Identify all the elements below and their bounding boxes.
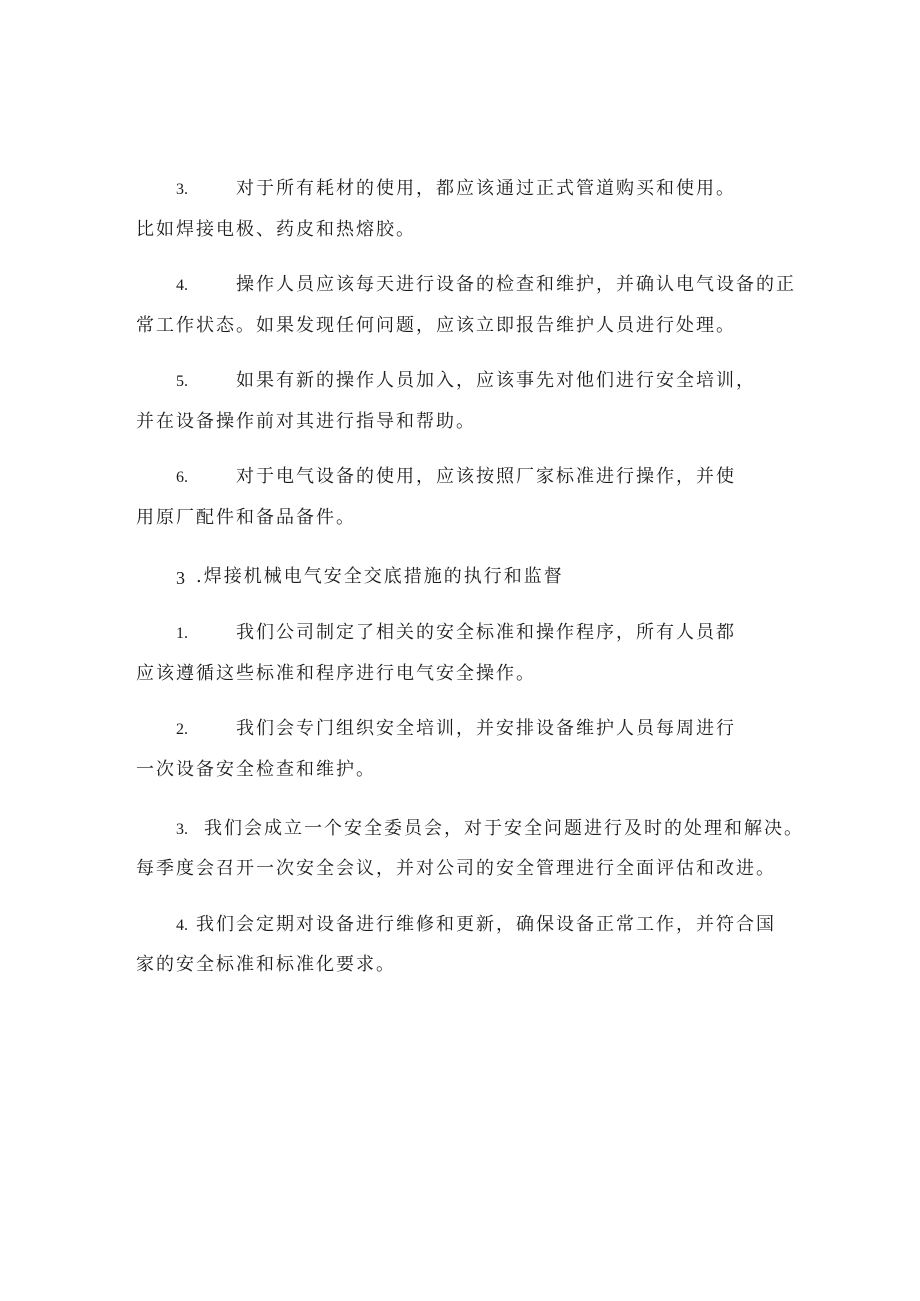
list-number: 3. xyxy=(176,181,188,198)
list-number: 6. xyxy=(176,469,188,486)
list-item-line: 我们公司制定了相关的安全标准和操作程序，所有人员都 xyxy=(236,622,736,643)
list-item-line: 一次设备安全检查和维护。 xyxy=(136,759,376,780)
list-item-line: 家的安全标准和标准化要求。 xyxy=(136,954,396,975)
list-item-line: 用原厂配件和备品备件。 xyxy=(136,507,356,528)
list-item-line: 我们会定期对设备进行维修和更新，确保设备正常工作，并符合国 xyxy=(196,914,776,935)
list-number: 4. xyxy=(176,277,188,294)
section-heading-number: 3 xyxy=(176,568,185,588)
list-number: 4. xyxy=(176,917,188,934)
list-item-line: 每季度会召开一次安全会议，并对公司的安全管理进行全面评估和改进。 xyxy=(136,858,776,879)
list-item-line: 如果有新的操作人员加入，应该事先对他们进行安全培训， xyxy=(236,370,756,391)
list-item-line: 应该遵循这些标准和程序进行电气安全操作。 xyxy=(136,663,536,684)
section-heading: .焊接机械电气安全交底措施的执行和监督 xyxy=(196,566,564,587)
list-number: 1. xyxy=(176,625,188,642)
list-item-line: 并在设备操作前对其进行指导和帮助。 xyxy=(136,411,476,432)
list-item-line: 我们会专门组织安全培训，并安排设备维护人员每周进行 xyxy=(236,718,736,739)
list-item-line: 比如焊接电极、药皮和热熔胶。 xyxy=(136,219,416,240)
list-number: 5. xyxy=(176,373,188,390)
list-item-line: 我们会成立一个安全委员会，对于安全问题进行及时的处理和解决。 xyxy=(204,818,804,839)
list-item-line: 操作人员应该每天进行设备的检查和维护，并确认电气设备的正 xyxy=(236,274,796,295)
list-item-line: 常工作状态。如果发现任何问题，应该立即报告维护人员进行处理。 xyxy=(136,315,736,336)
list-item-line: 对于所有耗材的使用，都应该通过正式管道购买和使用。 xyxy=(236,178,736,199)
list-number: 3. xyxy=(176,821,188,838)
list-item-line: 对于电气设备的使用，应该按照厂家标准进行操作，并使 xyxy=(236,466,736,487)
list-number: 2. xyxy=(176,721,188,738)
